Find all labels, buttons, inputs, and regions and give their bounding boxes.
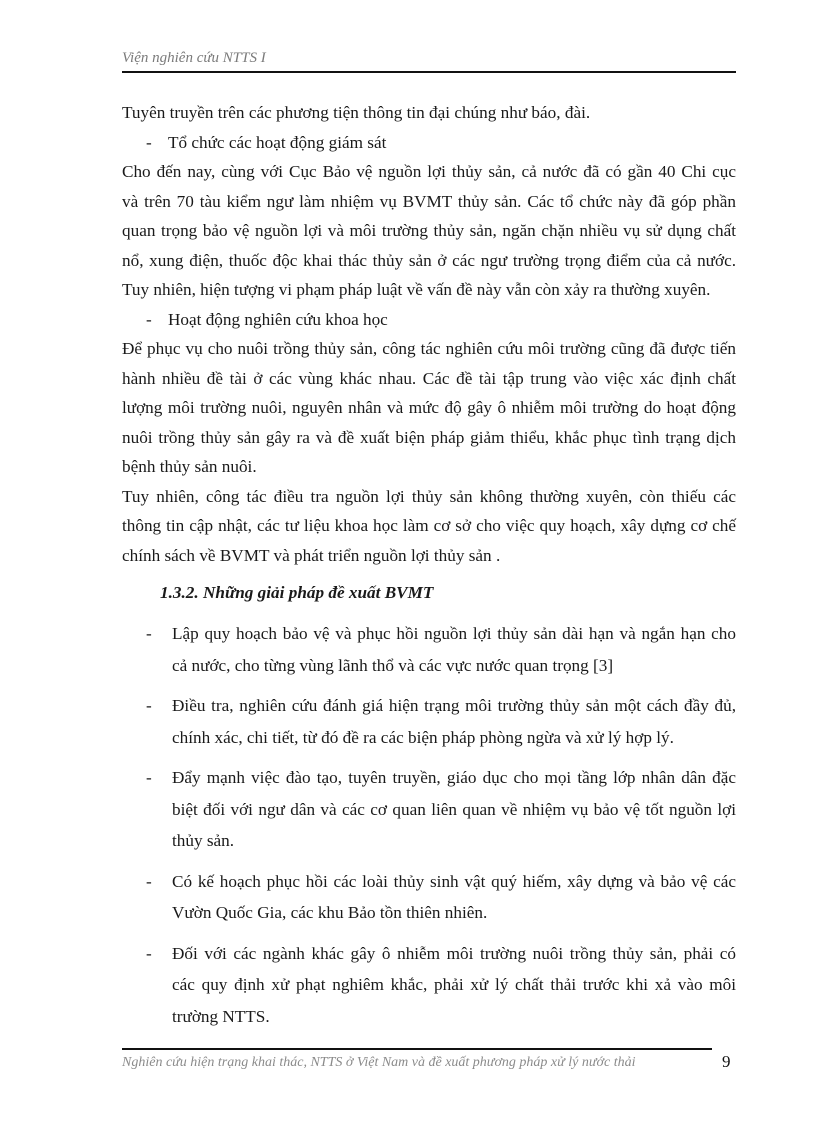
solution-item xyxy=(122,938,736,1033)
dash-marker: - xyxy=(146,696,152,715)
text-line: Cho đến nay, cùng với Cục Bảo vệ nguồn lợi thủy sản, cả nước đã có gần 40 Chi cục xyxy=(122,162,736,181)
text-line: trường NTTS. xyxy=(172,1006,270,1026)
dash-marker: - xyxy=(146,309,152,329)
text-line: nuôi trồng thủy sản gây ra và đề xuất biện pháp giảm thiểu, khắc phục tình trạng dịch xyxy=(122,427,736,447)
text-line: nổ, xung điện, thuốc độc khai thác thủy sản ở các ngư trường trọng điểm của cả nước. xyxy=(122,250,736,270)
text-line: chính sách về BVMT và phát triển nguồn lợi thủy sản . xyxy=(122,545,501,565)
text-line: Có kế hoạch phục hồi các loài thủy sinh vật quý hiếm, xây dựng và bảo vệ các xyxy=(172,871,736,891)
header-title: Viện nghiên cứu NTTS I xyxy=(122,50,266,66)
solution-item xyxy=(122,866,736,929)
text-line: Lập quy hoạch bảo vệ và phục hồi nguồn lợi thủy sản dài hạn và ngắn hạn cho xyxy=(172,624,736,643)
paragraph-monitoring xyxy=(122,157,736,305)
paragraph-research xyxy=(122,334,736,482)
text-line: Để phục vụ cho nuôi trồng thủy sản, công tác nghiên cứu môi trường cũng đã được tiến xyxy=(122,339,736,358)
text-line: lượng môi trường nuôi, nguyên nhân và mức độ gây ô nhiễm môi trường do hoạt động xyxy=(122,398,736,417)
page-number: 9 xyxy=(722,1052,731,1071)
dash-marker: - xyxy=(146,943,152,963)
text-line: chính xác, chi tiết, từ đó đề ra các biện pháp phòng ngừa và xử lý hợp lý. xyxy=(172,727,674,747)
section-heading: 1.3.2. Những giải pháp đề xuất BVMT xyxy=(160,583,434,602)
solution-item xyxy=(122,618,736,681)
item-monitoring xyxy=(122,128,736,158)
text-line: hành nhiều đề tài ở các vùng khác nhau. Các đề tài tập trung vào việc xác định chất xyxy=(122,368,736,388)
solution-item xyxy=(122,762,736,857)
footer-rule xyxy=(122,1048,712,1050)
dash-marker: - xyxy=(146,871,152,891)
text-line: Đẩy mạnh việc đào tạo, tuyên truyền, giáo dục cho mọi tầng lớp nhân dân đặc xyxy=(172,768,736,787)
item-monitoring-label: Tổ chức các hoạt động giám sát xyxy=(168,132,387,152)
item-research xyxy=(122,305,736,335)
dash-marker: - xyxy=(146,624,152,643)
footer-title: Nghiên cứu hiện trạng khai thác, NTTS ở Việt Nam và đề xuất phương pháp xử lý nước thải xyxy=(122,1055,636,1070)
page-footer xyxy=(122,1048,736,1071)
text-line: biệt đối với ngư dân và các cơ quan liên quan về nhiệm vụ bảo vệ tốt nguồn lợi xyxy=(172,799,736,819)
paragraph-survey xyxy=(122,482,736,571)
page-header xyxy=(122,50,736,73)
text-line: Tuy nhiên, công tác điều tra nguồn lợi thủy sản không thường xuyên, còn thiếu các xyxy=(122,486,736,506)
text-line: Tuy nhiên, hiện tượng vi phạm pháp luật về vấn đề này vẫn còn xảy ra thường xuyên. xyxy=(122,280,711,299)
text-line: và trên 70 tàu kiểm ngư làm nhiệm vụ BVMT thủy sản. Các tổ chức này đã góp phần xyxy=(122,191,736,211)
text-line: thông tin cập nhật, các tư liệu khoa học làm cơ sở cho việc quy hoạch, xây dựng cơ chế xyxy=(122,516,736,535)
solution-item xyxy=(122,690,736,753)
item-research-label: Hoạt động nghiên cứu khoa học xyxy=(168,309,388,329)
page-content xyxy=(122,98,736,1041)
text-line: quan trọng bảo vệ nguồn lợi và môi trường thủy sản, ngăn chặn nhiều vụ sử dụng chất xyxy=(122,221,736,240)
text-line: Đối với các ngành khác gây ô nhiễm môi trường nuôi trồng thủy sản, phải có xyxy=(172,943,736,963)
text-line: Vườn Quốc Gia, các khu Bảo tồn thiên nhiên. xyxy=(172,903,488,922)
text-line: cả nước, cho từng vùng lãnh thổ và các vực nước quan trọng [3] xyxy=(172,655,614,675)
dash-marker: - xyxy=(146,132,152,152)
text-line: bệnh thủy sản nuôi. xyxy=(122,457,257,476)
text-line: thủy sản. xyxy=(172,831,235,850)
text-line: các quy định xử phạt nghiêm khắc, phải xử lý chất thải trước khi xả vào môi xyxy=(172,975,736,994)
dash-marker: - xyxy=(146,768,152,787)
text-line: Điều tra, nghiên cứu đánh giá hiện trạng môi trường thủy sản một cách đầy đủ, xyxy=(172,696,736,715)
paragraph-media: Tuyên truyền trên các phương tiện thông tin đại chúng như báo, đài. xyxy=(122,103,591,122)
header-rule xyxy=(122,71,736,73)
